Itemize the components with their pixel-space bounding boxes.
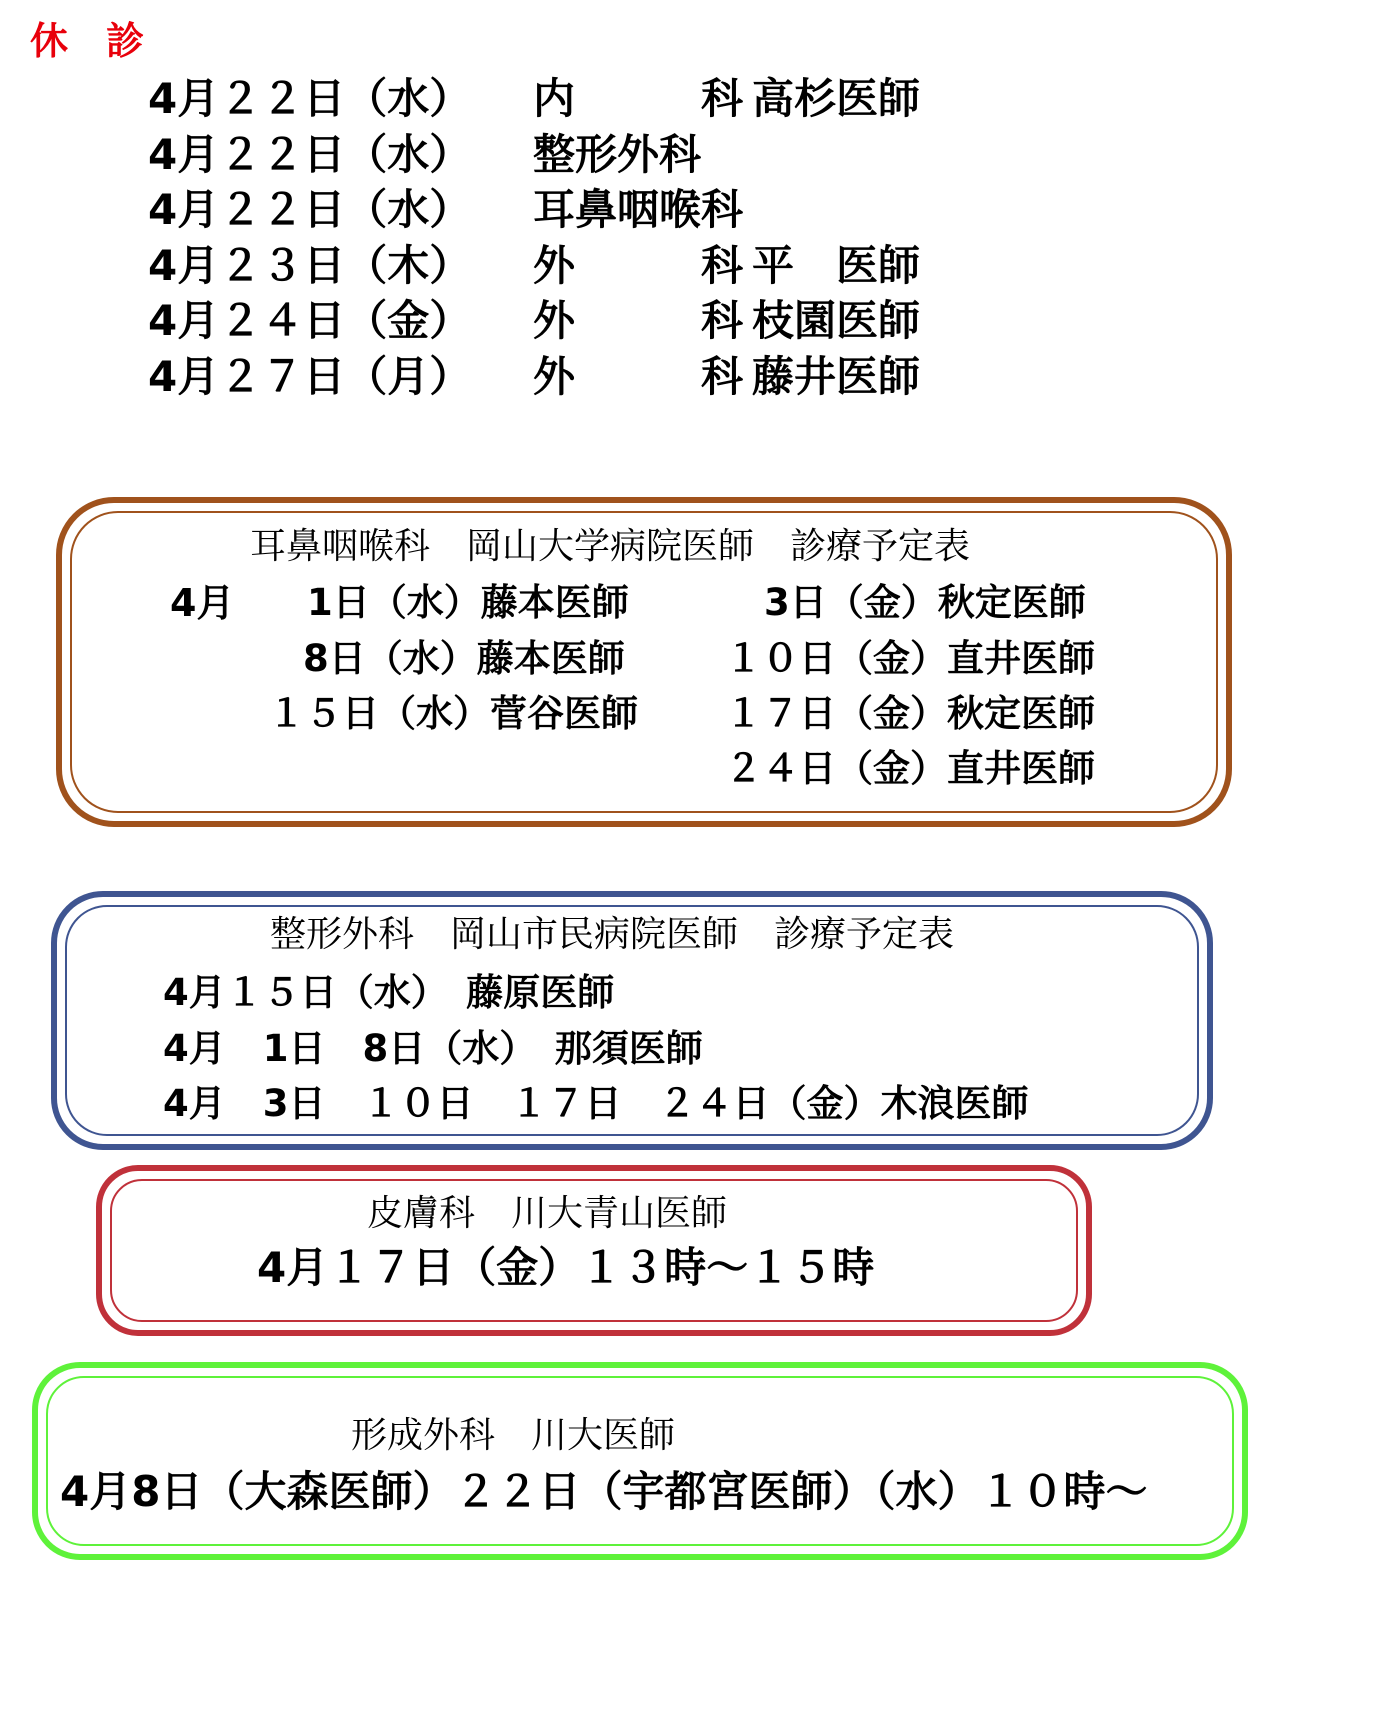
closure-doctor: 平 医師 <box>752 241 921 290</box>
derm-schedule: 4月１７日（金）１３時～１５時 <box>257 1243 875 1292</box>
ent-fri-item: ２４日（金）直井医師 <box>725 747 1095 790</box>
closure-dept: 耳鼻咽喉科 <box>533 185 744 234</box>
ent-fri-item: １０日（金）直井医師 <box>725 637 1095 680</box>
ent-wed-item: 1日（水）藤本医師 <box>307 581 629 624</box>
derm-title: 皮膚科 川大青山医師 <box>367 1193 728 1234</box>
closure-date: 4月２２日（水） <box>148 130 472 179</box>
closure-dept: 外 科 <box>533 296 744 345</box>
ent-wed-item: 8日（水）藤本医師 <box>303 637 625 680</box>
closure-date: 4月２２日（水） <box>148 74 472 123</box>
closure-date: 4月２４日（金） <box>148 296 472 345</box>
closure-doctor: 枝園医師 <box>752 296 921 345</box>
closure-dept: 外 科 <box>533 241 744 290</box>
closure-date: 4月２２日（水） <box>148 185 472 234</box>
ent-fri-item: １７日（金）秋定医師 <box>725 692 1095 735</box>
ent-wed-item: １５日（水）菅谷医師 <box>268 692 638 735</box>
closure-dept: 外 科 <box>533 352 744 401</box>
closure-dept: 内 科 <box>533 74 744 123</box>
closure-dept: 整形外科 <box>533 130 702 179</box>
ent-title: 耳鼻咽喉科 岡山大学病院医師 診療予定表 <box>250 526 971 567</box>
closure-heading: 休 診 <box>30 19 145 63</box>
ortho-row: 4月 1日 8日（水） 那須医師 <box>163 1027 703 1070</box>
ortho-title: 整形外科 岡山市民病院医師 診療予定表 <box>270 914 955 955</box>
ent-month: 4月 <box>170 581 235 625</box>
closure-doctor: 藤井医師 <box>752 352 921 401</box>
closure-doctor: 高杉医師 <box>752 74 921 123</box>
ent-fri-item: 3日（金）秋定医師 <box>764 581 1086 624</box>
closure-date: 4月２３日（木） <box>148 241 472 290</box>
plastic-schedule-box <box>32 1362 1248 1560</box>
closure-date: 4月２７日（月） <box>148 352 472 401</box>
ortho-row: 4月１５日（水） 藤原医師 <box>163 971 615 1014</box>
plastic-schedule: 4月8日（大森医師）２２日（宇都宮医師）（水）１０時～ <box>60 1467 1148 1516</box>
plastic-title: 形成外科 川大医師 <box>351 1415 676 1456</box>
ortho-row: 4月 3日 １０日 １７日 ２４日（金）木浪医師 <box>163 1082 1029 1125</box>
